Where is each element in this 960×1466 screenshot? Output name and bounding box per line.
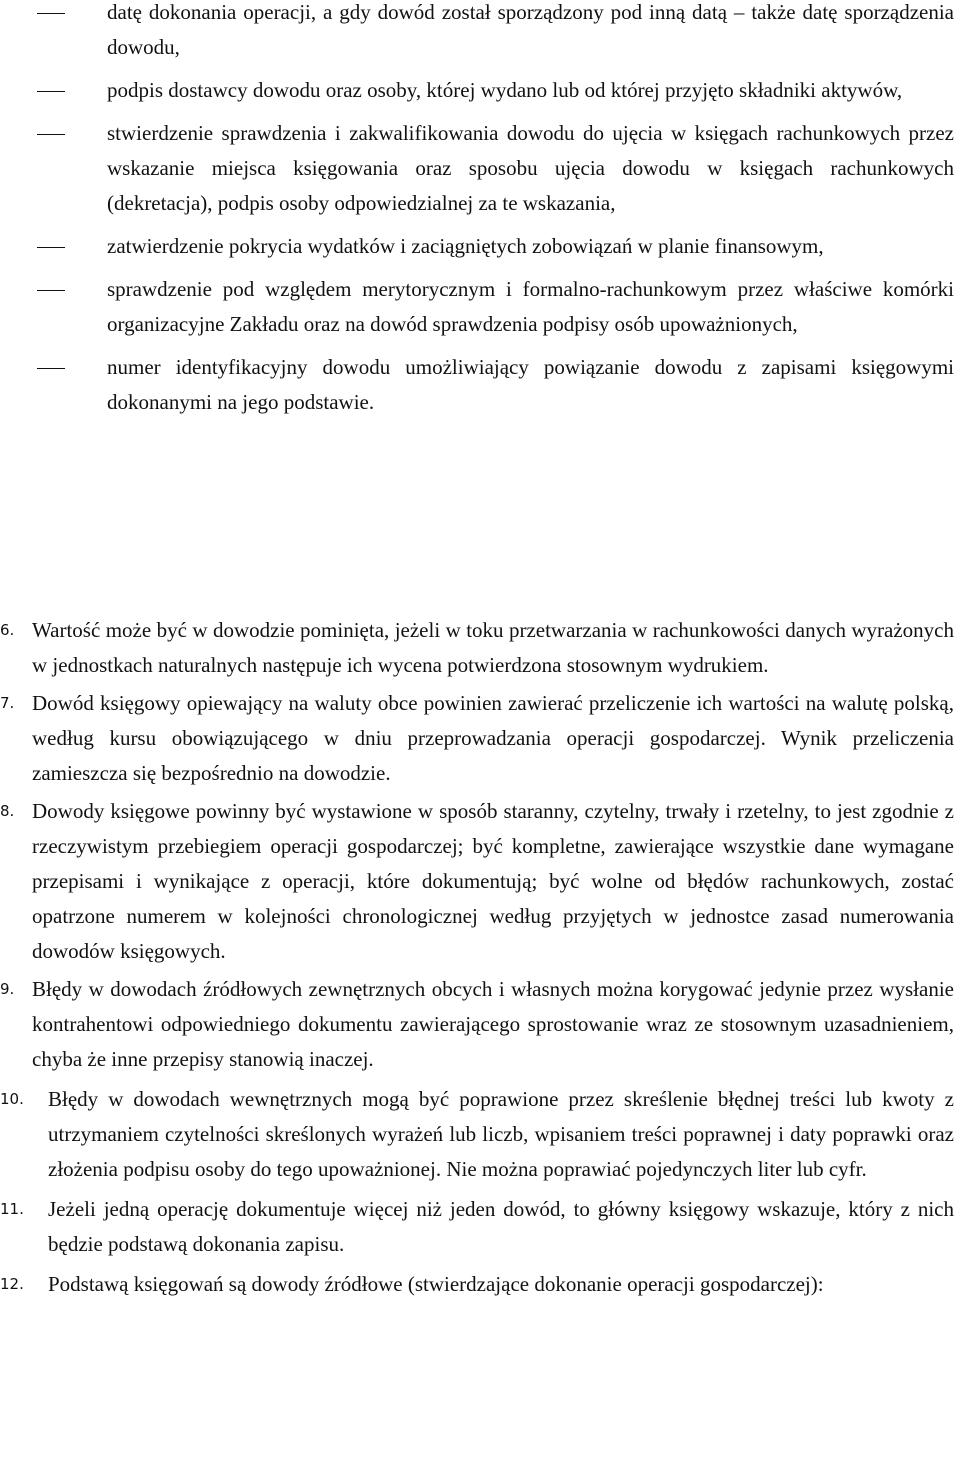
list-item-text: zatwierdzenie pokrycia wydatków i zaciągniętych zobowiązań w planie finansowym,: [107, 234, 824, 258]
paragraph-number: 7.: [0, 694, 15, 712]
paragraph-number: 8.: [0, 802, 15, 820]
paragraph-number: 10.: [0, 1090, 24, 1108]
numbered-paragraph: [0, 686, 954, 791]
paragraph-text: Błędy w dowodach wewnętrznych mogą być poprawione przez skreślenie błędnej treści lub kwoty z utrzymaniem czytelności skreślonych wyrażeń lub liczb, wpisaniem treści poprawnej i daty poprawki oraz złożenia podpisu osoby do tego upoważnionej. Nie można poprawiać pojedynczych liter lub cyfr.: [48, 1087, 954, 1181]
list-item-text: numer identyfikacyjny dowodu umożliwiający powiązanie dowodu z zapisami księgowymi dokonanymi na jego podstawie.: [107, 355, 954, 414]
paragraph-text: Jeżeli jedną operację dokumentuje więcej niż jeden dowód, to główny księgowy wskazuje, który z nich będzie podstawą dokonania zapisu.: [48, 1197, 954, 1256]
paragraph-text: Wartość może być w dowodzie pominięta, jeżeli w toku przetwarzania w rachunkowości danych wyrażonych w jednostkach naturalnych następuje ich wycena potwierdzona stosownym wydrukiem.: [32, 618, 954, 677]
numbered-paragraph: [0, 613, 954, 683]
list-item: [0, 350, 954, 420]
paragraph-text: Dowód księgowy opiewający na waluty obce powinien zawierać przeliczenie ich wartości na walutę polską, według kursu obowiązującego w dniu przeprowadzania operacji gospodarczej. Wynik przeliczenia zamieszcza się bezpośrednio na dowodzie.: [32, 691, 954, 785]
paragraph-text: Błędy w dowodach źródłowych zewnętrznych obcych i własnych można korygować jedynie przez wysłanie kontrahentowi odpowiedniego dokumentu zawierającego sprostowanie wraz ze stosownym uzasadnieniem, chyba że inne przepisy stanowią inaczej.: [32, 977, 954, 1071]
numbered-list: [0, 613, 954, 1305]
paragraph-number: 11.: [0, 1200, 24, 1218]
list-item: [0, 116, 954, 221]
paragraph-text: Podstawą księgowań są dowody źródłowe (stwierdzające dokonanie operacji gospodarczej):: [48, 1272, 824, 1296]
list-item: [0, 272, 954, 342]
numbered-paragraph: [0, 794, 954, 969]
list-item-text: stwierdzenie sprawdzenia i zakwalifikowania dowodu do ujęcia w księgach rachunkowych przez wskazanie miejsca księgowania oraz sposobu ujęcia dowodu w księgach rachunkowych (dekretacja), podpis osoby odpowiedzialnej za te wskazania,: [107, 121, 954, 215]
paragraph-text: Dowody księgowe powinny być wystawione w sposób staranny, czytelny, trwały i rzetelny, to jest zgodnie z rzeczywistym przebiegiem operacji gospodarczej; być kompletne, zawierające wszystkie dane wymagane przepisami i wynikające z operacji, które dokumentują; być wolne od błędów rachunkowych, zostać opatrzone numerem w kolejności chronologicznej według przyjętych w jednostce zasad numerowania dowodów księgowych.: [32, 799, 954, 963]
list-item-text: datę dokonania operacji, a gdy dowód został sporządzony pod inną datą – także datę sporządzenia dowodu,: [107, 0, 954, 59]
list-item: [0, 73, 954, 108]
paragraph-number: 6.: [0, 621, 15, 639]
numbered-paragraph: [0, 1082, 954, 1187]
paragraph-number: 12.: [0, 1275, 24, 1293]
paragraph-number: 9.: [0, 980, 15, 998]
numbered-paragraph: [0, 1267, 954, 1302]
numbered-paragraph: [0, 972, 954, 1077]
dash-list: [0, 0, 954, 428]
list-item-text: sprawdzenie pod względem merytorycznym i formalno-rachunkowym przez właściwe komórki organizacyjne Zakładu oraz na dowód sprawdzenia podpisy osób upoważnionych,: [107, 277, 954, 336]
list-item: [0, 0, 954, 65]
list-item-text: podpis dostawcy dowodu oraz osoby, której wydano lub od której przyjęto składniki aktywów,: [107, 78, 903, 102]
numbered-paragraph: [0, 1192, 954, 1262]
list-item: [0, 229, 954, 264]
